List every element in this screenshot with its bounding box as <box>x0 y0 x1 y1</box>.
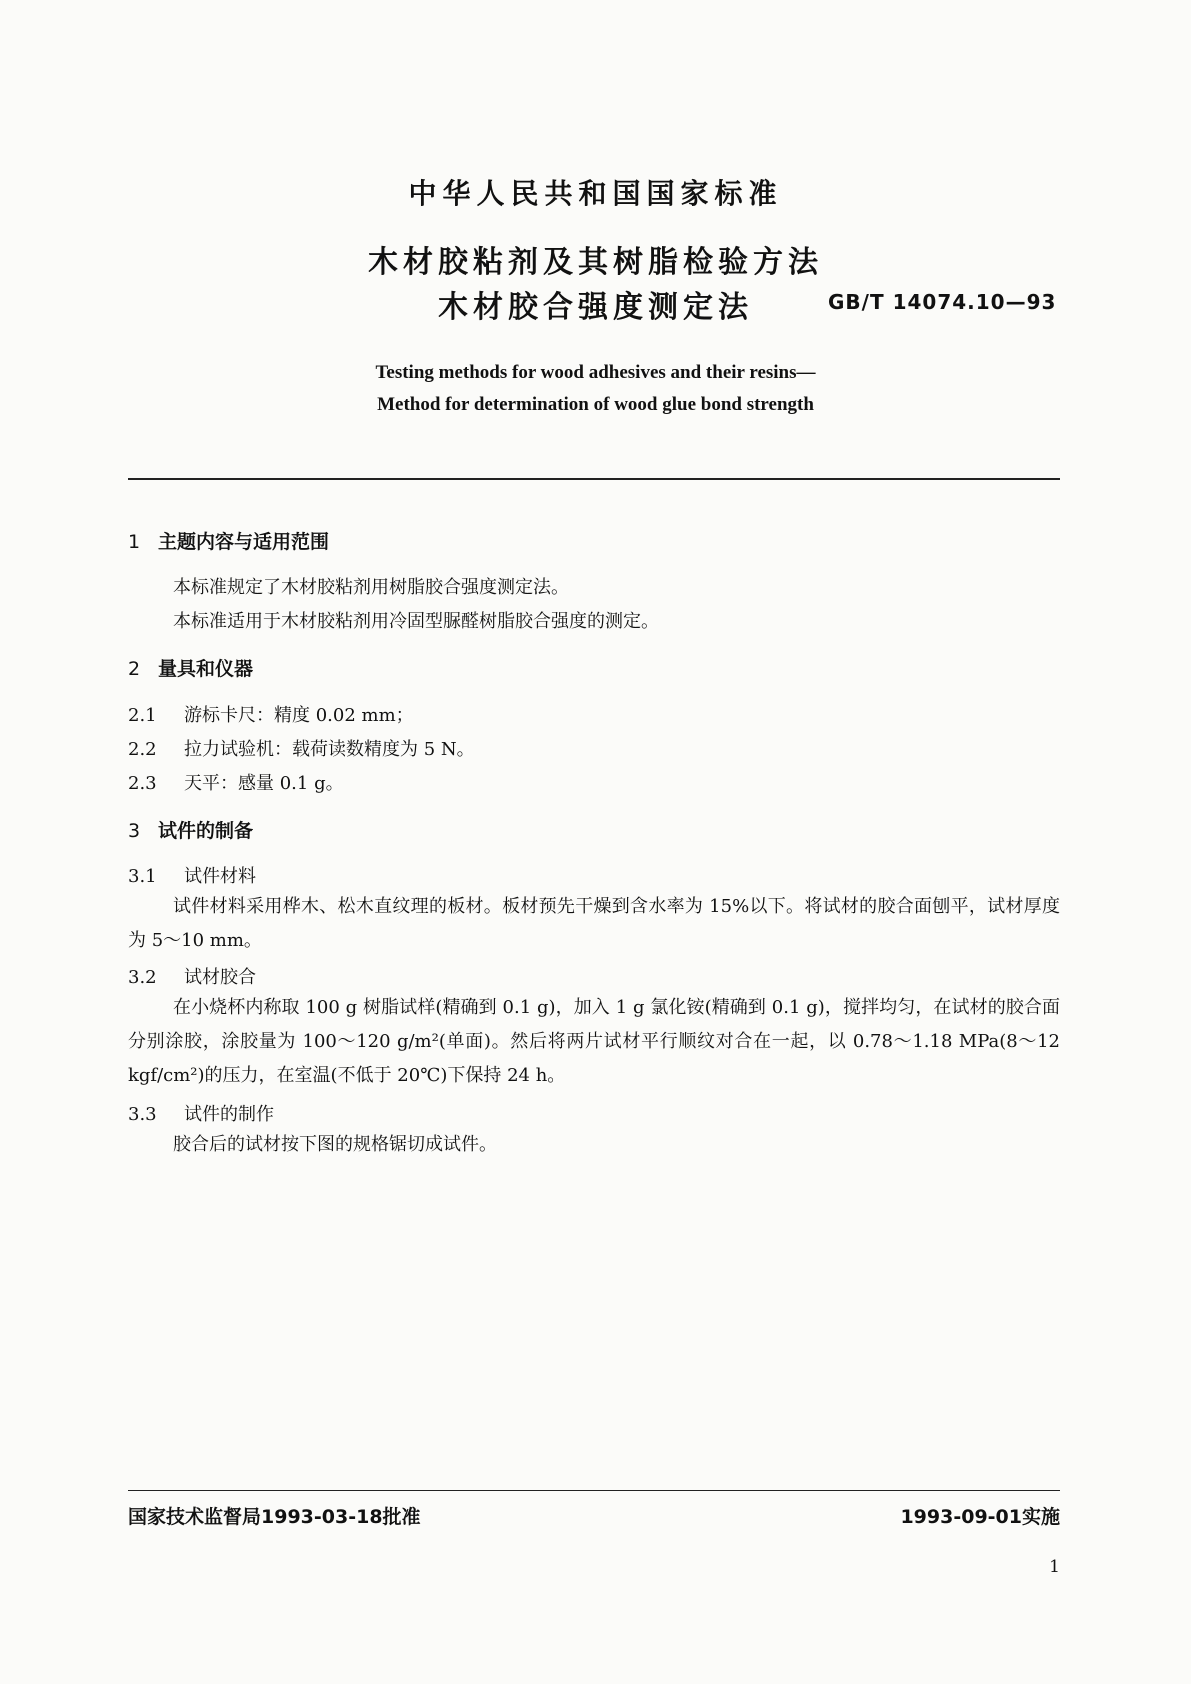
item-number: 3.3 <box>128 1104 157 1125</box>
item-text: 试件材料 <box>184 866 256 887</box>
subsection-3-3-heading <box>128 1100 274 1126</box>
section-number: 3 <box>128 820 141 842</box>
approval-date: 国家技术监督局1993-03-18批准 <box>128 1506 421 1528</box>
section-title: 试件的制备 <box>158 820 254 842</box>
subsection-3-1-text: 试件材料采用桦木、松木直纹理的板材。板材预先干燥到含水率为 15%以下。将试材的胶合面刨平，试材厚度为 5～10 mm。 <box>128 896 1060 951</box>
subsection-3-2-heading <box>128 963 256 989</box>
item-number: 2.2 <box>128 739 157 760</box>
implementation-date: 1993-09-01实施 <box>900 1506 1060 1528</box>
header-divider <box>128 478 1060 480</box>
item-text: 试材胶合 <box>184 967 256 988</box>
item-text: 游标卡尺：精度 0.02 mm； <box>184 705 414 726</box>
subsection-3-2-text: 在小烧杯内称取 100 g 树脂试样(精确到 0.1 g)，加入 1 g 氯化铵(精确到 0.1 g)，搅拌均匀，在试材的胶合面分别涂胶，涂胶量为 100～120 g/m²(单面)。然后将两片试材平行顺纹对合在一起，以 0.78～1.18 MPa(8～12 kgf/cm²)的压力，在室温(不低于 20℃)下保持 24 h。 <box>128 997 1060 1086</box>
section-1-paragraph-2: 本标准适用于木材胶粘剂用冷固型脲醛树脂胶合强度的测定。 <box>173 611 659 632</box>
section-title: 量具和仪器 <box>158 658 254 680</box>
item-text: 试件的制作 <box>184 1104 274 1125</box>
section-1-paragraph-1: 本标准规定了木材胶粘剂用树脂胶合强度测定法。 <box>173 577 569 598</box>
chinese-title-line2: 木材胶合强度测定法 <box>438 290 753 325</box>
item-number: 3.2 <box>128 967 157 988</box>
item-number: 2.1 <box>128 705 157 726</box>
item-number: 2.3 <box>128 773 157 794</box>
list-item-2-1 <box>128 701 414 727</box>
standard-code: GB/T 14074.10—93 <box>828 290 1057 314</box>
item-number: 3.1 <box>128 866 157 887</box>
subsection-3-1-heading <box>128 862 256 888</box>
footer-divider <box>128 1490 1060 1491</box>
section-1-heading <box>128 527 329 554</box>
section-3-heading <box>128 816 253 843</box>
chinese-title-line1: 木材胶粘剂及其树脂检验方法 <box>368 245 823 280</box>
section-title: 主题内容与适用范围 <box>158 531 330 553</box>
section-number: 2 <box>128 658 141 680</box>
item-text: 天平：感量 0.1 g。 <box>184 773 344 794</box>
english-title-line1: Testing methods for wood adhesives and their resins— <box>375 362 816 383</box>
page-number: 1 <box>1049 1557 1060 1577</box>
subsection-3-3-text: 胶合后的试材按下图的规格锯切成试件。 <box>173 1134 497 1155</box>
section-number: 1 <box>128 531 141 553</box>
section-2-heading <box>128 654 253 681</box>
item-text: 拉力试验机：载荷读数精度为 5 N。 <box>184 739 475 760</box>
list-item-2-2 <box>128 735 475 761</box>
english-title-line2: Method for determination of wood glue bond strength <box>377 394 814 415</box>
national-standard-header: 中华人民共和国国家标准 <box>408 177 783 210</box>
list-item-2-3 <box>128 769 344 795</box>
